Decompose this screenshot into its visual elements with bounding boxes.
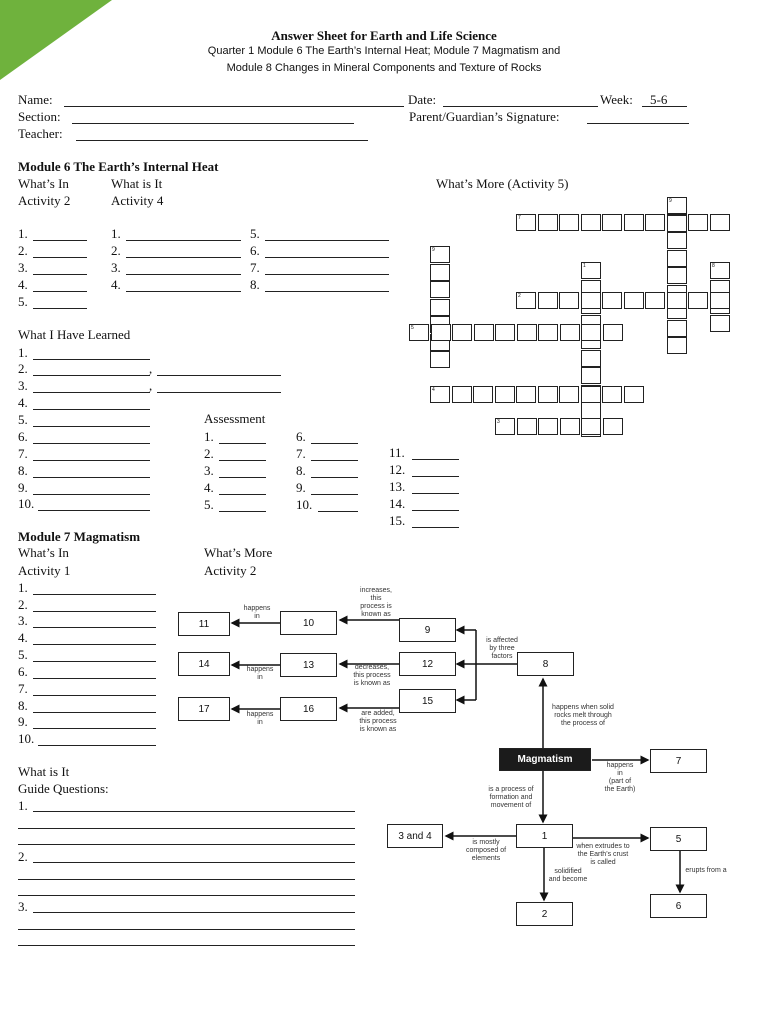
m7-whats-in-item-answer-line[interactable]: [33, 644, 156, 645]
concept-label-line: composed of: [465, 847, 507, 854]
concept-label-line: factors: [491, 653, 513, 660]
concept-label-line: movement of: [490, 802, 532, 809]
assessment-item-answer-line[interactable]: [412, 510, 459, 511]
learned-item-number: 1.: [18, 345, 28, 360]
whats-in-item-answer-line[interactable]: [33, 274, 87, 275]
concept-label-affected: [486, 637, 518, 661]
whats-more-label: What’s More (Activity 5): [436, 176, 569, 191]
concept-box-5[interactable]: 5: [650, 827, 707, 851]
learned-item-answer-line[interactable]: [33, 460, 150, 461]
page-title: Answer Sheet for Earth and Life Science: [271, 28, 497, 43]
concept-label-solidified: [549, 868, 588, 884]
learned-item-number: 8.: [18, 463, 28, 478]
assessment-item-answer-line[interactable]: [318, 511, 358, 512]
learned-title: What I Have Learned: [18, 327, 131, 342]
concept-box-7[interactable]: 7: [650, 749, 707, 773]
what-is-it-item-answer-line[interactable]: [126, 240, 241, 241]
crossword-cell[interactable]: [430, 264, 450, 281]
concept-label-line: known as: [361, 611, 391, 618]
crossword-cell[interactable]: [645, 292, 665, 309]
concept-box-9[interactable]: 9: [399, 618, 456, 642]
what-is-it-item-number: 4.: [111, 277, 121, 292]
week-label: Week:: [600, 92, 633, 107]
learned-item-answer-line[interactable]: [33, 409, 150, 410]
learned-item-answer-line[interactable]: [38, 510, 150, 511]
assessment-item-answer-line[interactable]: [219, 477, 266, 478]
signature-label: Parent/Guardian’s Signature:: [409, 109, 560, 124]
what-is-it-item-number: 5.: [250, 226, 260, 241]
m7-whats-in-item-number: 3.: [18, 613, 28, 628]
m7-whats-in-item-answer-line[interactable]: [33, 611, 156, 612]
concept-label-line: by three: [489, 645, 515, 652]
assessment-item-number: 12.: [389, 462, 406, 477]
what-is-it-item-number: 7.: [250, 260, 260, 275]
concept-label-line: happens: [246, 711, 274, 718]
crossword-cell[interactable]: [602, 386, 622, 403]
crossword-cell[interactable]: [602, 292, 622, 309]
assessment-item-number: 1.: [204, 429, 214, 444]
concept-label-line: (part of: [608, 778, 632, 785]
concept-label-line: process is: [360, 603, 392, 610]
crossword-cell[interactable]: [581, 402, 601, 419]
crossword-cell[interactable]: [538, 324, 558, 341]
date-field[interactable]: [443, 106, 598, 107]
learned-item-number: 9.: [18, 480, 28, 495]
crossword-cell[interactable]: [517, 324, 537, 341]
guide-question-number: 3.: [18, 899, 28, 914]
learned-comma: ,: [149, 361, 153, 376]
assessment-item-number: 15.: [389, 513, 406, 528]
assessment-item-answer-line[interactable]: [412, 527, 459, 528]
week-value: 5-6: [650, 92, 668, 107]
concept-label-line: this process: [353, 672, 391, 679]
concept-label-line: in: [617, 770, 623, 777]
crossword-cell[interactable]: [559, 214, 579, 231]
what-is-it-label: What is It: [111, 176, 163, 191]
crossword-clue-number: 4: [432, 387, 435, 393]
crossword-cell[interactable]: [624, 386, 644, 403]
concept-label-composed: [466, 839, 506, 863]
m7-whats-in-item-number: 1.: [18, 580, 28, 595]
assessment-item-number: 9.: [296, 480, 306, 495]
concept-label-line: this: [370, 595, 382, 602]
crossword-cell[interactable]: [452, 324, 472, 341]
concept-box-magmatism[interactable]: Magmatism: [499, 748, 591, 771]
what-is-it-item-number: 6.: [250, 243, 260, 258]
page-subtitle-1: Quarter 1 Module 6 The Earth’s Internal Heat; Module 7 Magmatism and: [207, 45, 561, 57]
crossword-clue-number: 9: [432, 247, 435, 253]
whats-in-item-number: 5.: [18, 294, 28, 309]
m7-whats-in-item-number: 6.: [18, 664, 28, 679]
concept-label-line: is called: [590, 859, 616, 866]
concept-box-12[interactable]: 12: [399, 652, 456, 676]
crossword-cell[interactable]: [581, 350, 601, 367]
crossword-cell[interactable]: [495, 386, 515, 403]
crossword-cell[interactable]: [516, 386, 536, 403]
concept-label-line: elements: [471, 855, 501, 862]
activity4-label: Activity 4: [111, 193, 164, 208]
whats-in-label: What’s In: [18, 176, 69, 191]
concept-label-line: the Earth’s crust: [577, 851, 629, 858]
crossword-cell[interactable]: [710, 315, 730, 332]
concept-label-line: happens: [243, 605, 271, 612]
assessment-item-answer-line[interactable]: [412, 476, 459, 477]
signature-field[interactable]: [587, 123, 689, 124]
m7-whats-in-item-number: 7.: [18, 681, 28, 696]
crossword-cell[interactable]: [667, 215, 687, 232]
crossword-cell[interactable]: [538, 292, 558, 309]
m7-whats-in-item-number: 9.: [18, 714, 28, 729]
crossword-cell[interactable]: [538, 214, 558, 231]
crossword-cell[interactable]: [474, 324, 494, 341]
whats-in-item-number: 4.: [18, 277, 28, 292]
crossword-cell[interactable]: [560, 418, 580, 435]
crossword-cell[interactable]: [667, 232, 687, 249]
learned-item-number: 7.: [18, 446, 28, 461]
learned-item-number: 10.: [18, 496, 35, 511]
concept-label-line: formation and: [489, 794, 533, 801]
crossword-cell[interactable]: [688, 292, 708, 309]
crossword-clue-number: 9: [669, 198, 672, 204]
assessment-item-answer-line[interactable]: [311, 443, 358, 444]
assessment-item-number: 14.: [389, 496, 406, 511]
crossword-cell[interactable]: [559, 386, 579, 403]
activity2-label: Activity 2: [18, 193, 71, 208]
whats-in-item-answer-line[interactable]: [33, 240, 87, 241]
guide-answer-line[interactable]: [33, 862, 355, 863]
concept-box-13[interactable]: 13: [280, 653, 337, 677]
what-is-it-item-answer-line[interactable]: [265, 257, 389, 258]
learned-item-answer-line[interactable]: [33, 477, 150, 478]
crossword-cell[interactable]: [560, 324, 580, 341]
what-is-it-item-answer-line[interactable]: [265, 240, 389, 241]
concept-label-line: is mostly: [472, 839, 500, 846]
concept-label-line: happens: [606, 762, 634, 769]
whats-in-item-answer-line[interactable]: [33, 257, 87, 258]
guide-answer-line[interactable]: [18, 844, 355, 845]
concept-box-15[interactable]: 15: [399, 689, 456, 713]
assessment-item-answer-line[interactable]: [412, 459, 459, 460]
crossword-cell[interactable]: [559, 292, 579, 309]
section-label: Section:: [18, 109, 61, 124]
crossword-cell[interactable]: [581, 367, 601, 384]
learned-item-number: 3.: [18, 378, 28, 393]
m7-whats-in-item-answer-line[interactable]: [38, 745, 156, 746]
learned-item-answer-line[interactable]: [33, 443, 150, 444]
concept-label-extrudes: [576, 843, 629, 867]
m7-what-is-it-label: What is It: [18, 764, 70, 779]
crossword-cell[interactable]: [430, 281, 450, 298]
crossword-cell[interactable]: [667, 292, 687, 309]
week-field[interactable]: [642, 106, 687, 107]
concept-box-17[interactable]: 17: [178, 697, 230, 721]
what-is-it-item-answer-line[interactable]: [265, 291, 389, 292]
concept-label-happens-in-2: [247, 666, 274, 682]
what-is-it-item-number: 8.: [250, 277, 260, 292]
crossword-cell[interactable]: [452, 386, 472, 403]
guide-answer-line[interactable]: [18, 929, 355, 930]
concept-box-8[interactable]: 8: [517, 652, 574, 676]
crossword-clue-number: 2: [518, 293, 521, 299]
m7-whats-in-item-answer-line[interactable]: [33, 661, 156, 662]
crossword-cell[interactable]: [581, 292, 601, 309]
concept-label-line: this process: [359, 718, 397, 725]
m7-activity2-label: Activity 2: [204, 563, 257, 578]
concept-label-line: solidified: [554, 868, 582, 875]
learned-item-answer-line[interactable]: [33, 392, 150, 393]
assessment-item-number: 4.: [204, 480, 214, 495]
what-is-it-item-answer-line[interactable]: [126, 291, 241, 292]
guide-answer-line[interactable]: [33, 811, 355, 812]
m7-whats-in-item-number: 2.: [18, 597, 28, 612]
assessment-item-number: 13.: [389, 479, 406, 494]
concept-label-line: are added,: [361, 710, 395, 717]
assessment-item-number: 7.: [296, 446, 306, 461]
learned-item-answer-line-b[interactable]: [157, 375, 281, 376]
concept-label-increases: [360, 587, 392, 619]
concept-label-formation: [488, 786, 533, 810]
what-is-it-item-answer-line[interactable]: [126, 274, 241, 275]
crossword-cell[interactable]: [645, 214, 665, 231]
concept-label-erupts: [685, 867, 726, 875]
concept-box-2[interactable]: 2: [516, 902, 573, 926]
m7-whats-in-item-answer-line[interactable]: [33, 728, 156, 729]
learned-item-answer-line[interactable]: [33, 375, 150, 376]
concept-box-6[interactable]: 6: [650, 894, 707, 918]
crossword-cell[interactable]: [667, 250, 687, 267]
crossword-clue-number: 1: [583, 263, 586, 269]
crossword-cell[interactable]: [581, 324, 601, 341]
concept-label-line: in: [257, 719, 263, 726]
assessment-item-number: 10.: [296, 497, 313, 512]
m7-whats-in-item-number: 8.: [18, 698, 28, 713]
what-is-it-item-number: 2.: [111, 243, 121, 258]
concept-label-decreases: [353, 664, 390, 688]
guide-answer-line[interactable]: [18, 879, 355, 880]
m7-whats-in-item-answer-line[interactable]: [33, 627, 156, 628]
crossword-cell[interactable]: [667, 337, 687, 354]
guide-answer-line[interactable]: [18, 828, 355, 829]
concept-label-line: is a process of: [488, 786, 534, 793]
concept-label-melt: [552, 704, 614, 728]
crossword-cell[interactable]: [710, 214, 730, 231]
m7-whats-in-item-answer-line[interactable]: [33, 712, 156, 713]
concept-label-happens-in-1: [244, 605, 271, 621]
concept-label-line: in: [254, 613, 260, 620]
crossword-cell[interactable]: [688, 214, 708, 231]
m7-whats-in-item-number: 5.: [18, 647, 28, 662]
assessment-item-number: 3.: [204, 463, 214, 478]
concept-label-line: the process of: [561, 720, 605, 727]
m7-whats-in-label: What’s In: [18, 545, 69, 560]
concept-box-1[interactable]: 1: [516, 824, 573, 848]
m7-whats-in-item-answer-line[interactable]: [33, 678, 156, 679]
name-label: Name:: [18, 92, 53, 107]
learned-item-number: 4.: [18, 395, 28, 410]
assessment-item-number: 8.: [296, 463, 306, 478]
assessment-item-number: 5.: [204, 497, 214, 512]
concept-box-10[interactable]: 10: [280, 611, 337, 635]
crossword-clue-number: 3: [497, 419, 500, 425]
crossword-clue-number: 5: [411, 325, 414, 331]
learned-item-answer-line[interactable]: [33, 494, 150, 495]
assessment-item-number: 11.: [389, 445, 405, 460]
concept-box-11[interactable]: 11: [178, 612, 230, 636]
assessment-item-answer-line[interactable]: [311, 460, 358, 461]
date-label: Date:: [408, 92, 437, 107]
assessment-item-answer-line[interactable]: [311, 494, 358, 495]
whats-in-item-answer-line[interactable]: [33, 308, 87, 309]
concept-label-line: happens: [246, 666, 274, 673]
crossword-clue-number: 7: [518, 215, 521, 221]
learned-item-answer-line[interactable]: [33, 359, 150, 360]
crossword-cell[interactable]: [517, 418, 537, 435]
concept-label-line: in: [257, 674, 263, 681]
page-subtitle-2: Module 8 Changes in Mineral Components and Texture of Rocks: [226, 62, 542, 74]
whats-in-item-number: 1.: [18, 226, 28, 241]
assessment-item-answer-line[interactable]: [412, 493, 459, 494]
assessment-item-answer-line[interactable]: [219, 494, 266, 495]
crossword-cell[interactable]: [603, 418, 623, 435]
learned-item-answer-line-b[interactable]: [157, 392, 281, 393]
crossword-cell[interactable]: [430, 351, 450, 368]
whats-in-item-number: 3.: [18, 260, 28, 275]
section-field[interactable]: [72, 123, 354, 124]
crossword-cell[interactable]: [603, 324, 623, 341]
concept-label-happens-in-3: [247, 711, 274, 727]
crossword-cell[interactable]: [602, 214, 622, 231]
whats-in-item-answer-line[interactable]: [33, 291, 87, 292]
concept-label-line: is known as: [359, 726, 397, 733]
concept-label-line: rocks melt through: [554, 712, 612, 719]
what-is-it-item-number: 3.: [111, 260, 121, 275]
concept-box-14[interactable]: 14: [178, 652, 230, 676]
crossword-cell[interactable]: [581, 214, 601, 231]
guide-question-number: 1.: [18, 798, 28, 813]
crossword-cell[interactable]: [710, 292, 730, 309]
crossword-cell[interactable]: [667, 267, 687, 284]
learned-item-number: 6.: [18, 429, 28, 444]
concept-box-3-and-4[interactable]: 3 and 4: [387, 824, 443, 848]
teacher-label: Teacher:: [18, 126, 63, 141]
crossword-cell[interactable]: [538, 386, 558, 403]
m7-whats-in-item-number: 4.: [18, 630, 28, 645]
crossword-cell[interactable]: [473, 386, 493, 403]
guide-answer-line[interactable]: [18, 895, 355, 896]
concept-label-line: and become: [548, 876, 588, 883]
concept-label-line: is known as: [353, 680, 391, 687]
concept-label-line: the Earth): [604, 786, 636, 793]
guide-questions-label: Guide Questions:: [18, 781, 109, 796]
crossword-clue-number: 8: [712, 263, 715, 269]
learned-item-number: 5.: [18, 412, 28, 427]
teacher-field[interactable]: [76, 140, 368, 141]
assessment-item-answer-line[interactable]: [219, 511, 266, 512]
crossword-cell[interactable]: [581, 386, 601, 403]
name-field[interactable]: [64, 106, 404, 107]
what-is-it-item-answer-line[interactable]: [126, 257, 241, 258]
learned-item-number: 2.: [18, 361, 28, 376]
guide-answer-line[interactable]: [18, 945, 355, 946]
assessment-item-answer-line[interactable]: [219, 460, 266, 461]
module6-title: Module 6 The Earth’s Internal Heat: [18, 159, 219, 174]
concept-label-line: happens when solid: [552, 704, 614, 711]
m7-whats-in-item-number: 10.: [18, 731, 35, 746]
module7-title: Module 7 Magmatism: [18, 529, 141, 544]
guide-question-number: 2.: [18, 849, 28, 864]
crossword-cell[interactable]: [581, 418, 601, 435]
m7-activity1-label: Activity 1: [18, 563, 71, 578]
learned-comma: ,: [149, 378, 153, 393]
crossword-cell[interactable]: [430, 299, 450, 316]
concept-label-added: [359, 710, 396, 734]
concept-label-line: when extrudes to: [576, 843, 630, 850]
guide-answer-line[interactable]: [33, 912, 355, 913]
concept-label-line: is affected: [486, 637, 518, 644]
what-is-it-item-number: 1.: [111, 226, 121, 241]
what-is-it-item-answer-line[interactable]: [265, 274, 389, 275]
assessment-item-number: 2.: [204, 446, 214, 461]
crossword-cell[interactable]: [667, 320, 687, 337]
assessment-item-answer-line[interactable]: [311, 477, 358, 478]
concept-box-16[interactable]: 16: [280, 697, 337, 721]
concept-label-line: decreases,: [354, 664, 390, 671]
m7-whats-more-label: What’s More: [204, 545, 273, 560]
assessment-item-answer-line[interactable]: [219, 443, 266, 444]
crossword-cell[interactable]: [538, 418, 558, 435]
crossword-cell[interactable]: [624, 214, 644, 231]
concept-label-line: erupts from a: [685, 867, 727, 874]
crossword-cell[interactable]: [431, 324, 451, 341]
m7-whats-in-item-answer-line[interactable]: [33, 695, 156, 696]
concept-label-line: increases,: [360, 587, 392, 594]
assessment-title: Assessment: [204, 411, 266, 426]
concept-label-part-of-earth: [605, 762, 636, 794]
learned-item-answer-line[interactable]: [33, 426, 150, 427]
crossword-cell[interactable]: [624, 292, 644, 309]
assessment-item-number: 6.: [296, 429, 306, 444]
crossword-cell[interactable]: [495, 324, 515, 341]
m7-whats-in-item-answer-line[interactable]: [33, 594, 156, 595]
whats-in-item-number: 2.: [18, 243, 28, 258]
